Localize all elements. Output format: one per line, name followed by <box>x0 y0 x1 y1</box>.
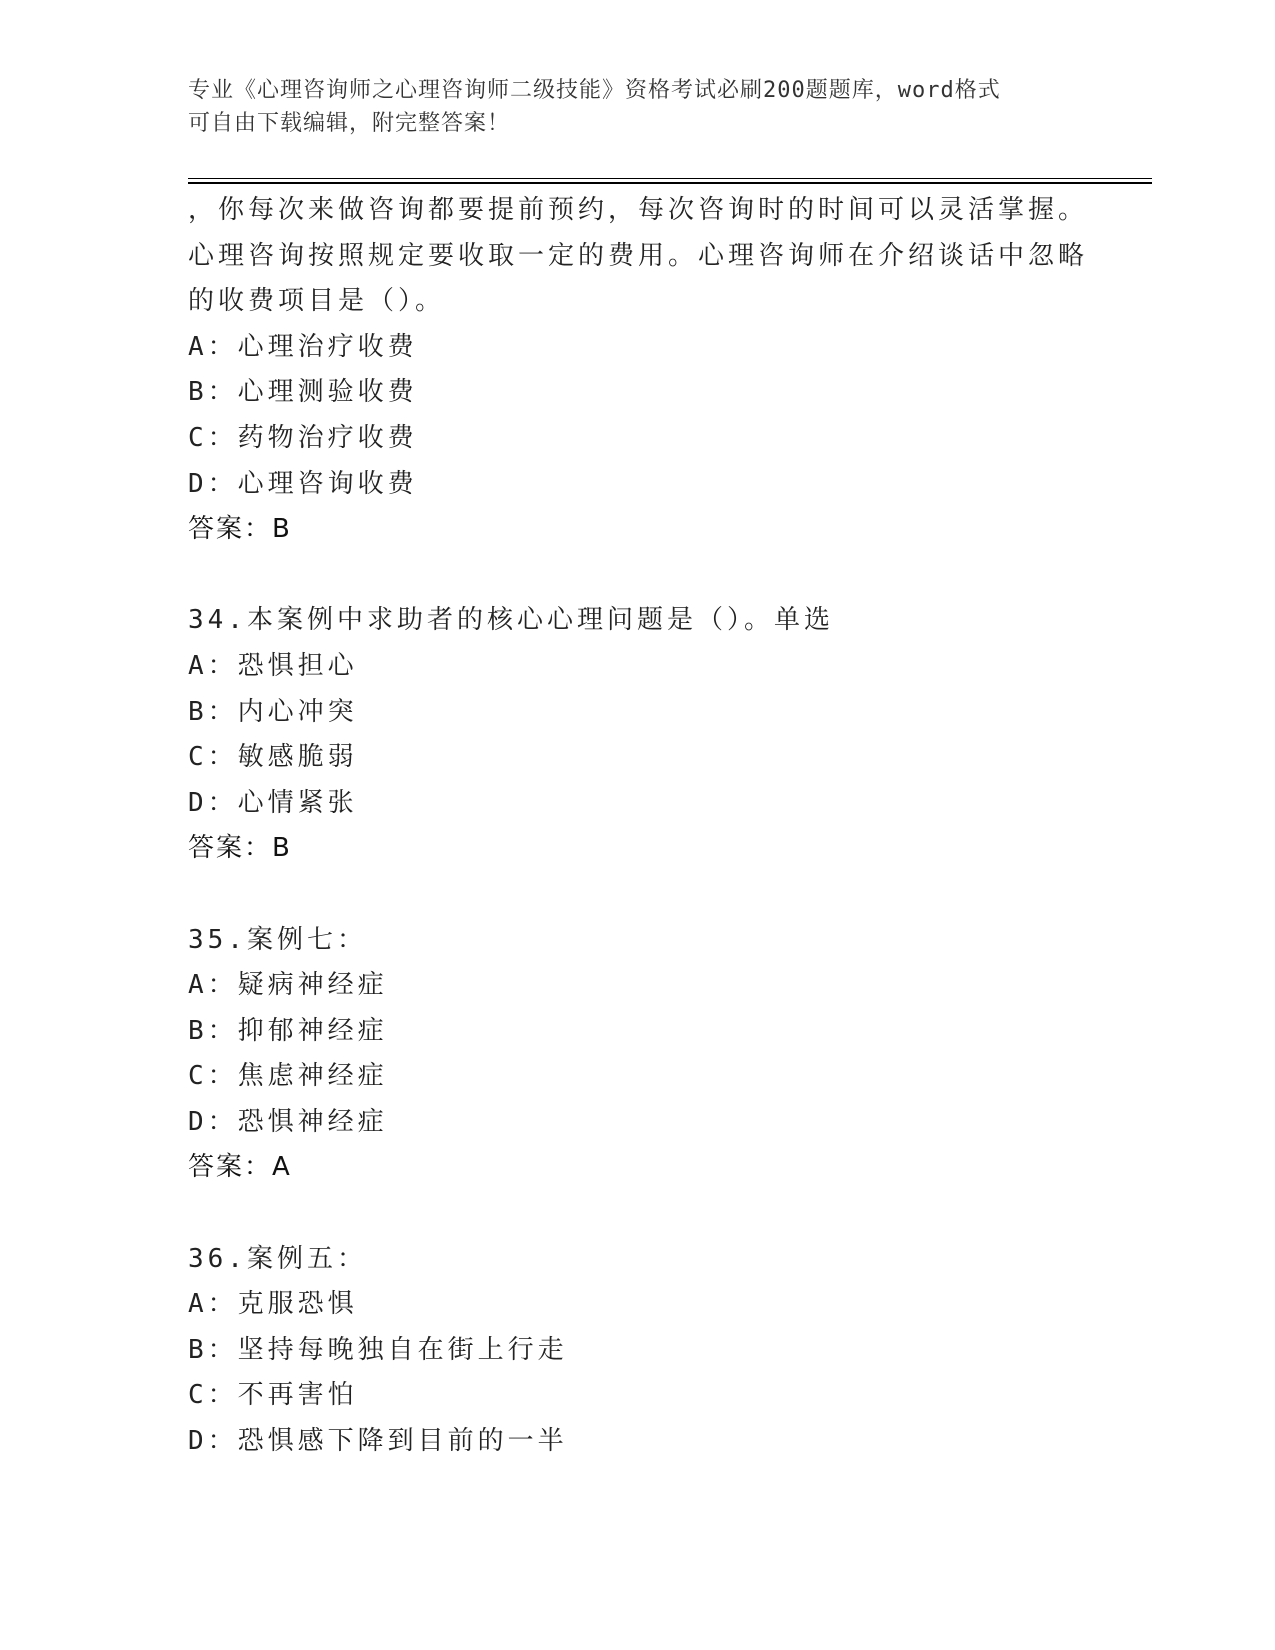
question-text-line: 心理咨询按照规定要收取一定的费用。心理咨询师在介绍谈话中忽略 <box>188 240 1089 271</box>
answer: 答案：A <box>188 1152 292 1183</box>
question-text: 35.案例七： <box>188 924 367 955</box>
question-35 <box>188 918 1138 1192</box>
question-text-line: 的收费项目是（）。 <box>188 286 446 317</box>
option-c: C：不再害怕 <box>188 1380 358 1411</box>
option-d: D：恐惧神经症 <box>188 1106 388 1137</box>
option-b: B：抑郁神经症 <box>188 1015 388 1046</box>
option-d: D：恐惧感下降到目前的一半 <box>188 1426 568 1457</box>
question-36 <box>188 1237 1138 1465</box>
option-a: A：恐惧担心 <box>188 650 358 681</box>
option-c: C：药物治疗收费 <box>188 422 418 453</box>
answer: 答案：B <box>188 833 292 864</box>
option-b: B：坚持每晚独自在街上行走 <box>188 1334 568 1365</box>
document-body <box>188 188 1138 1465</box>
option-a: A：疑病神经症 <box>188 970 388 1001</box>
question-34 <box>188 598 1138 872</box>
question-text: 36.案例五： <box>188 1243 367 1274</box>
option-c: C：焦虑神经症 <box>188 1061 388 1092</box>
header-line-2: 可自由下载编辑，附完整答案！ <box>188 111 511 136</box>
question-text-line: ，你每次来做咨询都要提前预约，每次咨询时的时间可以灵活掌握。 <box>188 195 1089 225</box>
question-33 <box>188 188 1138 553</box>
option-c: C：敏感脆弱 <box>188 742 358 773</box>
spacer <box>188 553 1138 599</box>
option-d: D：心情紧张 <box>188 787 358 818</box>
header-rule-bottom <box>188 182 1152 184</box>
option-d: D：心理咨询收费 <box>188 468 418 499</box>
header-line-1: 专业《心理咨询师之心理咨询师二级技能》资格考试必刷200题题库，word格式 <box>188 78 1001 103</box>
option-b: B：内心冲突 <box>188 696 358 727</box>
question-text: 34.本案例中求助者的核心心理问题是（）。单选 <box>188 605 834 636</box>
spacer <box>188 872 1138 918</box>
header-rule-top <box>188 178 1152 179</box>
option-a: A：心理治疗收费 <box>188 331 418 362</box>
spacer <box>188 1191 1138 1237</box>
option-a: A：克服恐惧 <box>188 1289 358 1320</box>
option-b: B：心理测验收费 <box>188 377 418 408</box>
document-header <box>188 74 1088 140</box>
answer: 答案：B <box>188 514 292 545</box>
